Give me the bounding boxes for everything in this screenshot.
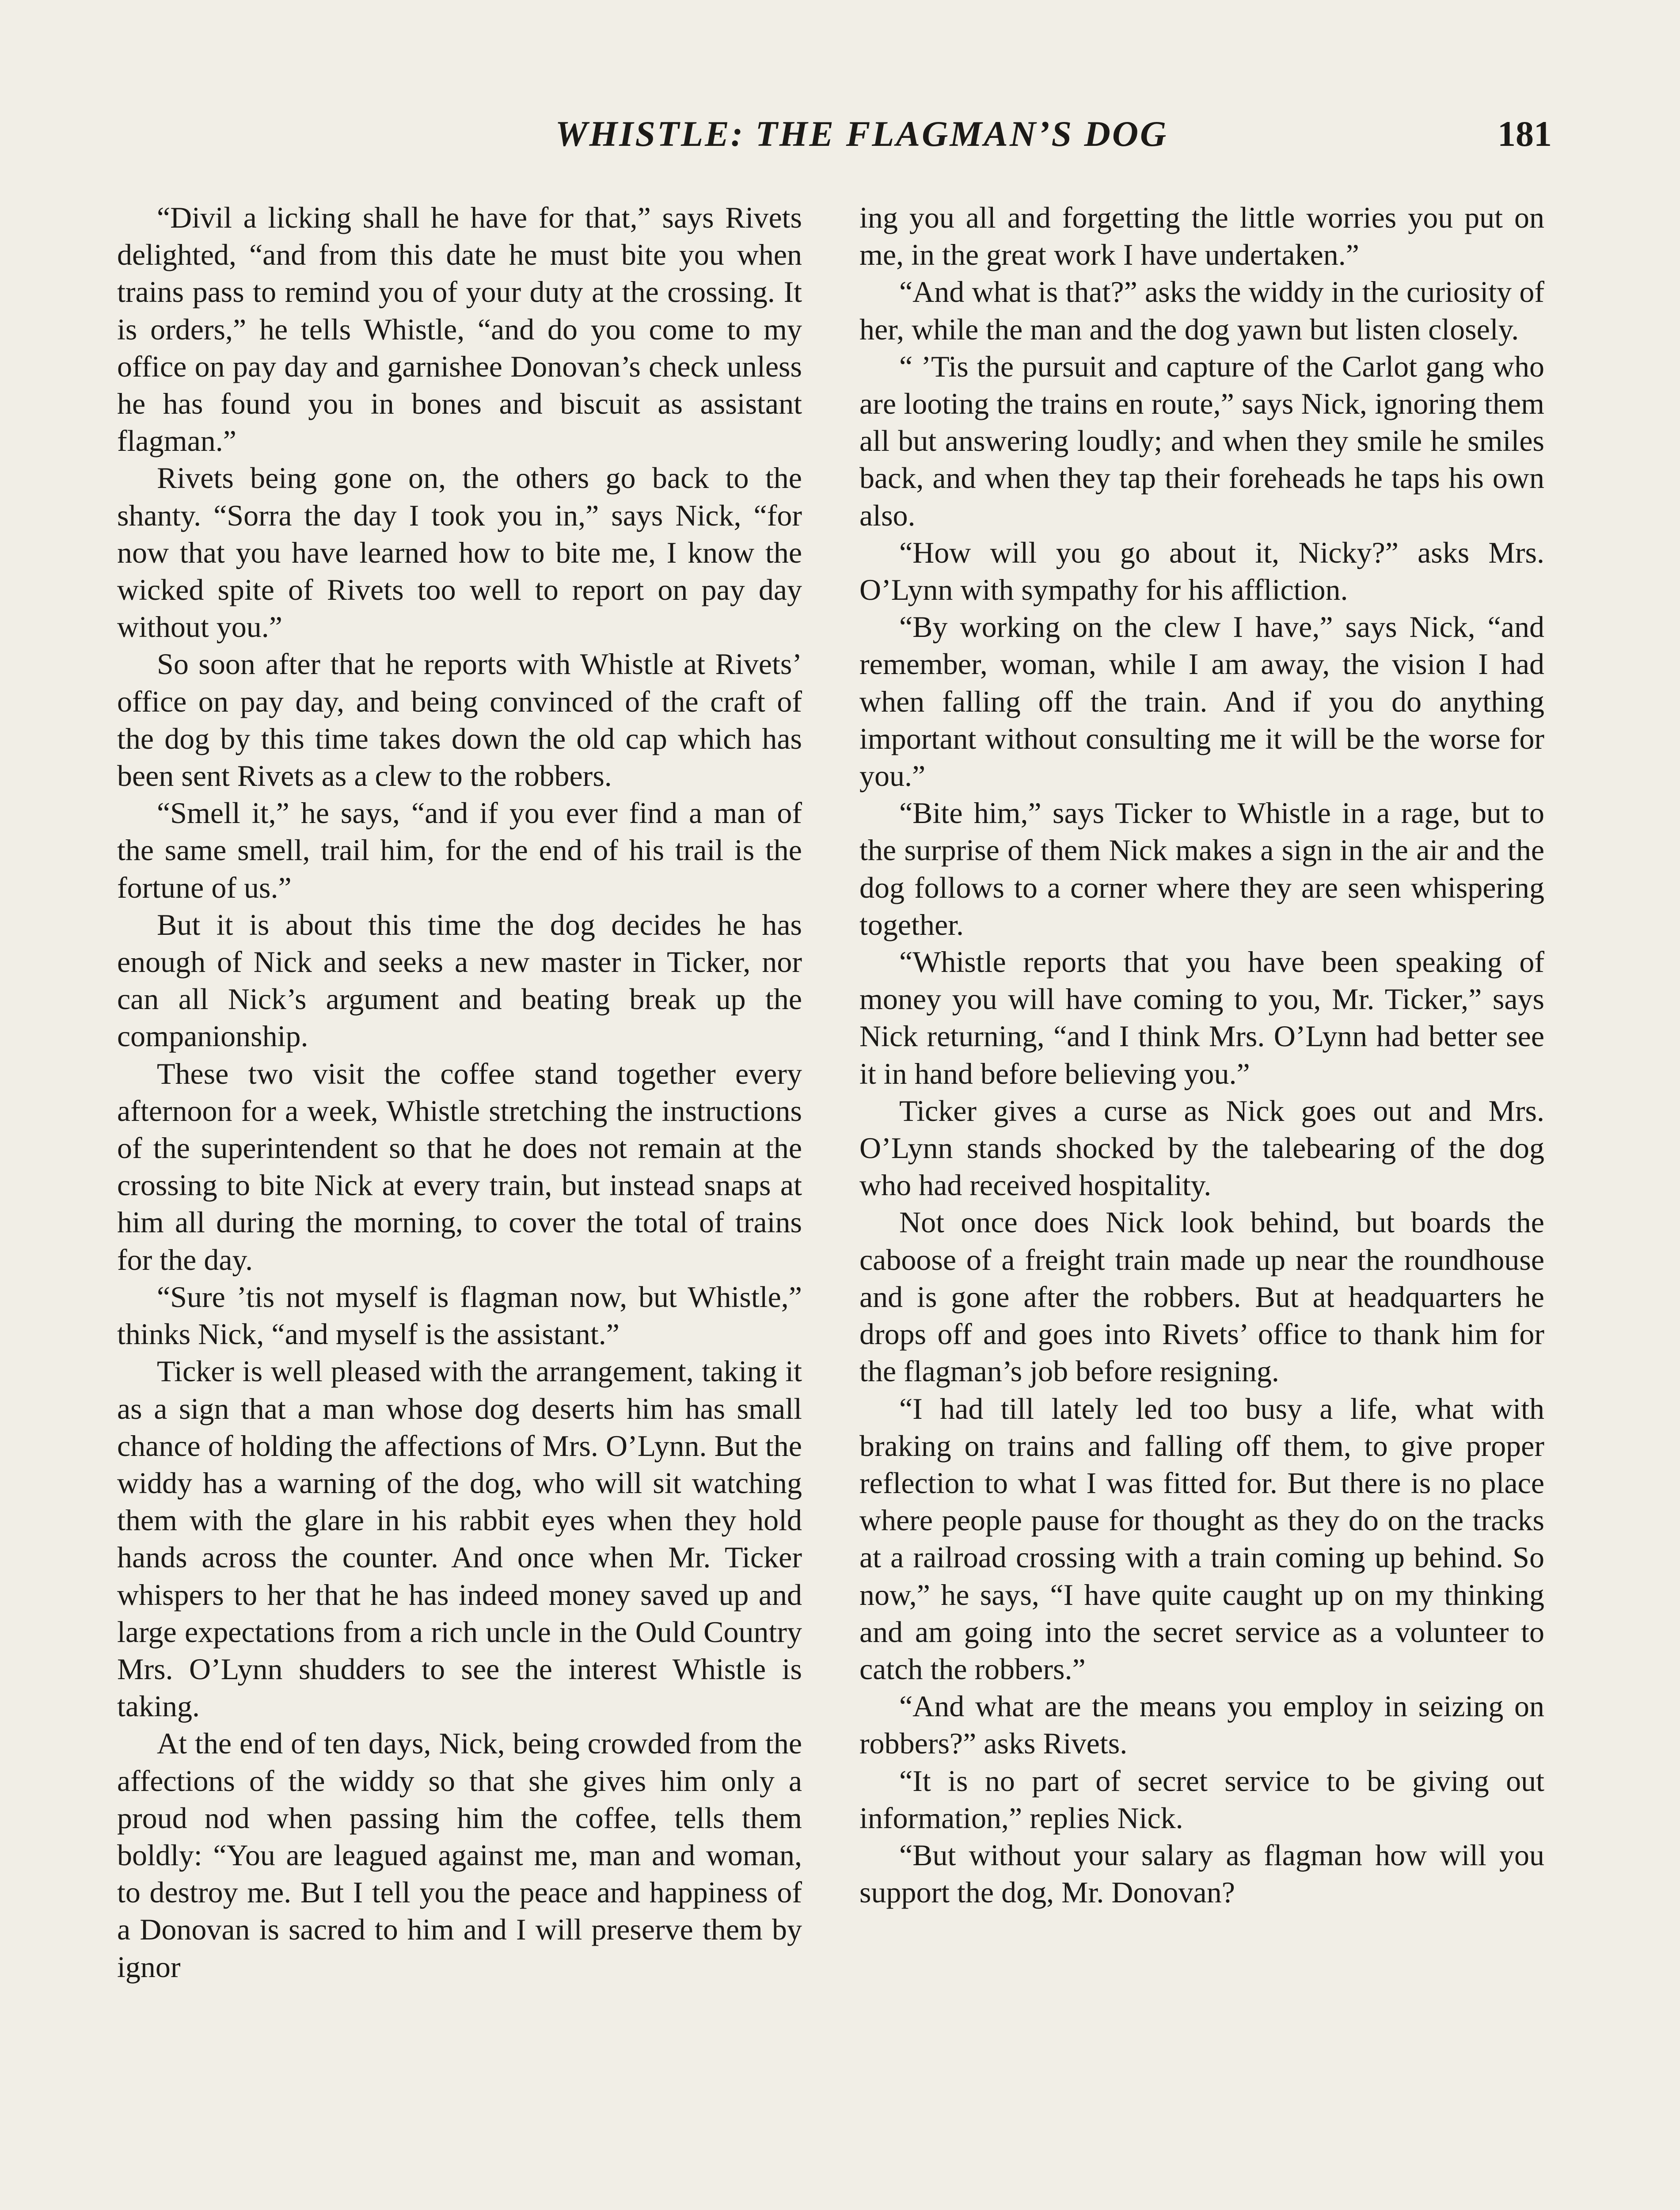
paragraph: At the end of ten days, Nick, being crowded from the affections of the widdy so that she gives him only a proud nod when passing him the coffee, tells them boldly: “You are leagued against me, man and woman, to destroy me. But I tell you the peace and happiness of a Donovan is sacred to him and I will preserve them by ignor <box>117 1726 802 1984</box>
paragraph: “ ’Tis the pursuit and capture of the Carlot gang who are looting the trains en route,” says Nick, ignoring them all but answering loudly; and when they smile he smiles back, and when they tap their foreheads he taps his own also. <box>859 349 1544 532</box>
paragraph: “By working on the clew I have,” says Nick, “and remember, woman, while I am away, the vision I had when falling off the train. And if you do anything important without consulting me it will be the worse for you.” <box>859 610 1544 793</box>
paragraph: Rivets being gone on, the others go back to the shanty. “Sorra the day I took you in,” says Nick, “for now that you have learned how to bite me, I know the wicked spite of Rivets too well to report on pay day without you.” <box>117 461 802 644</box>
paragraph: Ticker gives a curse as Nick goes out and Mrs. O’Lynn stands shocked by the talebearing of the dog who had received hospitality. <box>859 1094 1544 1202</box>
paragraph: Ticker is well pleased with the arrangement, taking it as a sign that a man whose dog deserts him has small chance of holding the affections of Mrs. O’Lynn. But the widdy has a warning of the dog, who will sit watching them with the glare in his rabbit eyes when they hold hands across the counter. And once when Mr. Ticker whispers to her that he has indeed money saved up and large expectations from a rich uncle in the Ould Country Mrs. O’Lynn shudders to see the interest Whistle is taking. <box>117 1354 802 1723</box>
right-column <box>859 199 1544 1911</box>
paragraph: So soon after that he reports with Whistle at Rivets’ office on pay day, and being convinced of the craft of the dog by this time takes down the old cap which has been sent Rivets as a clew to the robbers. <box>117 647 802 793</box>
paragraph: “Smell it,” he says, “and if you ever find a man of the same smell, trail him, for the end of his trail is the fortune of us.” <box>117 796 802 904</box>
paragraph: “And what is that?” asks the widdy in the curiosity of her, while the man and the dog yawn but listen closely. <box>859 275 1544 346</box>
paragraph: “Whistle reports that you have been speaking of money you will have coming to you, Mr. Ticker,” says Nick returning, “and I think Mrs. O’Lynn had better see it in hand before believing you.” <box>859 945 1544 1090</box>
running-title: WHISTLE: THE FLAGMAN’S DOG <box>555 114 1168 154</box>
paragraph: Not once does Nick look behind, but boards the caboose of a freight train made up near the roundhouse and is gone after the robbers. But at headquarters he drops off and goes into Rivets’ office to thank him for the flagman’s job before resigning. <box>859 1205 1544 1388</box>
paragraph: “Bite him,” says Ticker to Whistle in a rage, but to the surprise of them Nick makes a sign in the air and the dog follows to a corner where they are seen whispering together. <box>859 796 1544 941</box>
paragraph: These two visit the coffee stand together every afternoon for a week, Whistle stretching the instructions of the superintendent so that he does not remain at the crossing to bite Nick at every train, but instead snaps at him all during the morning, to cover the total of trains for the day. <box>117 1056 802 1276</box>
paragraph: “How will you go about it, Nicky?” asks Mrs. O’Lynn with sympathy for his affliction. <box>859 535 1544 607</box>
paragraph: “But without your salary as flagman how will you support the dog, Mr. Donovan? <box>859 1838 1544 1909</box>
left-column <box>117 199 802 1985</box>
paragraph: “It is no part of secret service to be giving out information,” replies Nick. <box>859 1764 1544 1835</box>
paragraph: “Sure ’tis not myself is flagman now, but Whistle,” thinks Nick, “and myself is the assistant.” <box>117 1280 802 1351</box>
paragraph: “Divil a licking shall he have for that,” says Rivets delighted, “and from this date he must bite you when trains pass to remind you of your duty at the crossing. It is orders,” he tells Whistle, “and do you come to my office on pay day and garnishee Donovan’s check unless he has found you in bones and biscuit as assistant flagman.” <box>117 201 802 458</box>
paragraph: “And what are the means you employ in seizing on robbers?” asks Rivets. <box>859 1689 1544 1760</box>
paragraph-continued: ing you all and forgetting the little worries you put on me, in the great work I have undertaken.” <box>859 201 1544 272</box>
paragraph: “I had till lately led too busy a life, what with braking on trains and falling off them, to give proper reflection to what I was fitted for. But there is no place where people pause for thought as they do on the tracks at a railroad crossing with a train coming up behind. So now,” he says, “I have quite caught up on my thinking and am going into the secret service as a volunteer to catch the robbers.” <box>859 1391 1544 1686</box>
paragraph: But it is about this time the dog decides he has enough of Nick and seeks a new master in Ticker, nor can all Nick’s argument and beating break up the companionship. <box>117 907 802 1053</box>
page-number: 181 <box>1498 114 1552 154</box>
